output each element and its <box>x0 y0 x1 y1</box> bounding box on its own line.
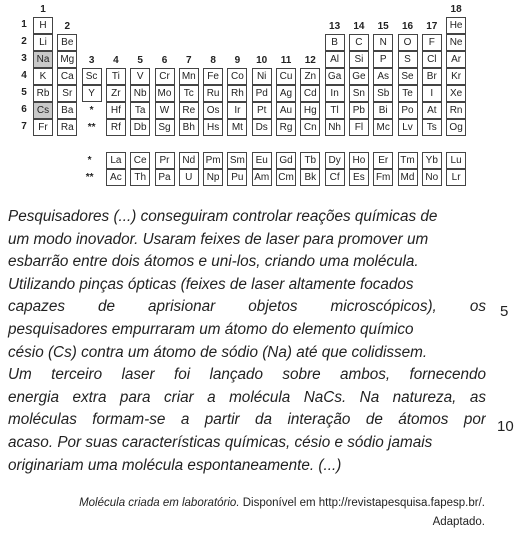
element-cell-pu: Pu <box>227 169 247 186</box>
element-cell-tl: Tl <box>325 102 345 119</box>
element-cell-cn: Cn <box>300 119 320 136</box>
element-cell-ru: Ru <box>203 85 223 102</box>
passage-line: moléculas formam-se a partir da interação de átomos por <box>8 411 486 429</box>
element-cell-sb: Sb <box>373 85 393 102</box>
element-cell-bi: Bi <box>373 102 393 119</box>
element-cell-rh: Rh <box>227 85 247 102</box>
element-cell-re: Re <box>179 102 199 119</box>
period-number: 5 <box>21 87 27 98</box>
element-cell-zn: Zn <box>300 68 320 85</box>
element-cell-ni: Ni <box>252 68 272 85</box>
element-cell-cr: Cr <box>155 68 175 85</box>
element-cell-os: Os <box>203 102 223 119</box>
element-cell-v: V <box>130 68 150 85</box>
element-cell-ti: Ti <box>106 68 126 85</box>
element-cell-kr: Kr <box>446 68 466 85</box>
element-cell-co: Co <box>227 68 247 85</box>
group-number: 6 <box>161 55 168 66</box>
element-cell-nh: Nh <box>325 119 345 136</box>
element-cell-am: Am <box>252 169 272 186</box>
element-cell-ta: Ta <box>130 102 150 119</box>
element-cell-fr: Fr <box>33 119 53 136</box>
element-cell-h: H <box>33 17 53 34</box>
element-cell-ag: Ag <box>276 85 296 102</box>
group-number: 16 <box>401 21 414 32</box>
element-cell-md: Md <box>398 169 418 186</box>
line-number-10: 10 <box>497 418 514 435</box>
group-number: 7 <box>186 55 192 66</box>
element-cell-au: Au <box>276 102 296 119</box>
element-cell-se: Se <box>398 68 418 85</box>
element-cell-li: Li <box>33 34 53 51</box>
group-number: 5 <box>137 55 143 66</box>
passage-line: capazes de aprisionar objetos microscópicos), os <box>8 298 486 316</box>
element-cell-ge: Ge <box>349 68 369 85</box>
element-cell-og: Og <box>446 119 466 136</box>
series-marker: ** <box>87 122 96 133</box>
element-cell-sc: Sc <box>82 68 102 85</box>
element-cell-rf: Rf <box>106 119 126 136</box>
passage-line: esbarrão entre dois átomos e uni-los, criando uma molécula. <box>8 253 419 271</box>
passage-line: Utilizando pinças ópticas (feixes de laser altamente focados <box>8 275 414 293</box>
element-cell-mt: Mt <box>227 119 247 136</box>
element-cell-fe: Fe <box>203 68 223 85</box>
text-passage <box>8 206 486 477</box>
element-cell-ne: Ne <box>446 34 466 51</box>
passage-line: acaso. Por suas características químicas, césio e sódio jamais <box>8 433 433 451</box>
element-cell-ga: Ga <box>325 68 345 85</box>
element-cell-ca: Ca <box>57 68 77 85</box>
element-cell-in: In <box>325 85 345 102</box>
group-number: 13 <box>329 21 341 32</box>
element-cell-te: Te <box>398 85 418 102</box>
group-number: 8 <box>210 55 216 66</box>
group-number: 18 <box>450 4 462 15</box>
element-cell-nb: Nb <box>130 85 150 102</box>
element-cell-lr: Lr <box>446 169 466 186</box>
element-cell-na: Na <box>33 51 53 68</box>
passage-line: césio (Cs) contra um átomo de sódio (Na) até que colidissem. <box>8 343 428 361</box>
element-cell-np: Np <box>203 169 223 186</box>
group-number: 11 <box>280 55 292 66</box>
element-cell-cs: Cs <box>33 102 53 119</box>
element-cell-pd: Pd <box>252 85 272 102</box>
element-cell-p: P <box>373 51 393 68</box>
source-title: Molécula criada em laboratório. <box>79 497 240 509</box>
element-cell-b: B <box>325 34 345 51</box>
element-cell-he: He <box>446 17 466 34</box>
element-cell-es: Es <box>349 169 369 186</box>
element-cell-po: Po <box>398 102 418 119</box>
group-number: 4 <box>113 55 119 66</box>
element-cell-rn: Rn <box>446 102 466 119</box>
element-cell-gd: Gd <box>276 152 296 169</box>
element-cell-lu: Lu <box>446 152 466 169</box>
element-cell-y: Y <box>82 85 102 102</box>
element-cell-fm: Fm <box>373 169 393 186</box>
source-adapted: Adaptado. <box>432 516 485 528</box>
element-cell-hg: Hg <box>300 102 320 119</box>
element-cell-as: As <box>373 68 393 85</box>
passage-line: energia extra para criar a molécula NaCs. Na natureza, as <box>8 388 486 406</box>
element-cell-bk: Bk <box>300 169 320 186</box>
element-cell-xe: Xe <box>446 85 466 102</box>
period-number: 4 <box>21 70 27 81</box>
group-number: 9 <box>234 55 241 66</box>
element-cell-hs: Hs <box>203 119 223 136</box>
element-cell-cu: Cu <box>276 68 296 85</box>
element-cell-la: La <box>106 152 126 169</box>
element-cell-ts: Ts <box>422 119 442 136</box>
group-number: 12 <box>304 55 316 66</box>
element-cell-s: S <box>398 51 418 68</box>
period-number: 3 <box>21 53 27 64</box>
element-cell-ar: Ar <box>446 51 466 68</box>
element-cell-no: No <box>422 169 442 186</box>
element-cell-ra: Ra <box>57 119 77 136</box>
element-cell-c: C <box>349 34 369 51</box>
group-number: 17 <box>426 21 438 32</box>
element-cell-ho: Ho <box>349 152 369 169</box>
element-cell-cf: Cf <box>325 169 345 186</box>
element-cell-sm: Sm <box>227 152 247 169</box>
element-cell-br: Br <box>422 68 442 85</box>
element-cell-hf: Hf <box>106 102 126 119</box>
element-cell-ac: Ac <box>106 169 126 186</box>
element-cell-tb: Tb <box>300 152 320 169</box>
passage-line: Um terceiro laser foi lançado sobre ambos, fornecendo <box>8 366 486 384</box>
element-cell-w: W <box>155 102 175 119</box>
element-cell-mn: Mn <box>179 68 199 85</box>
element-cell-pb: Pb <box>349 102 369 119</box>
element-cell-tm: Tm <box>398 152 418 169</box>
period-number: 6 <box>21 104 27 115</box>
group-number: 14 <box>353 21 365 32</box>
period-number: 1 <box>21 19 27 30</box>
period-number: 7 <box>21 121 27 132</box>
element-cell-sr: Sr <box>57 85 77 102</box>
series-marker: ** <box>85 172 94 183</box>
element-cell-er: Er <box>373 152 393 169</box>
element-cell-nd: Nd <box>179 152 199 169</box>
element-cell-pt: Pt <box>252 102 272 119</box>
element-cell-pa: Pa <box>155 169 175 186</box>
element-cell-i: I <box>422 85 442 102</box>
element-cell-mg: Mg <box>57 51 77 68</box>
element-cell-rg: Rg <box>276 119 296 136</box>
series-marker: * <box>89 105 94 116</box>
element-cell-bh: Bh <box>179 119 199 136</box>
element-cell-n: N <box>373 34 393 51</box>
element-cell-at: At <box>422 102 442 119</box>
element-cell-rb: Rb <box>33 85 53 102</box>
element-cell-lv: Lv <box>398 119 418 136</box>
element-cell-cm: Cm <box>276 169 296 186</box>
element-cell-o: O <box>398 34 418 51</box>
element-cell-sg: Sg <box>155 119 175 136</box>
group-number: 1 <box>40 4 46 15</box>
element-cell-mo: Mo <box>155 85 175 102</box>
element-cell-u: U <box>179 169 199 186</box>
element-cell-th: Th <box>130 169 150 186</box>
passage-line: pesquisadores empurraram um átomo do elemento químico <box>8 320 414 338</box>
group-number: 3 <box>88 55 95 66</box>
element-cell-cd: Cd <box>300 85 320 102</box>
element-cell-eu: Eu <box>252 152 272 169</box>
passage-line: Pesquisadores (...) conseguiram controlar reações químicas de <box>8 208 438 225</box>
element-cell-db: Db <box>130 119 150 136</box>
source-text: Disponível em http://revistapesquisa.fapesp.br/. <box>239 497 485 509</box>
element-cell-mc: Mc <box>373 119 393 136</box>
element-cell-ds: Ds <box>252 119 272 136</box>
group-number: 10 <box>256 55 268 66</box>
period-number: 2 <box>21 36 27 47</box>
element-cell-zr: Zr <box>106 85 126 102</box>
element-cell-pm: Pm <box>203 152 223 169</box>
element-cell-fl: Fl <box>349 119 369 136</box>
element-cell-al: Al <box>325 51 345 68</box>
element-cell-cl: Cl <box>422 51 442 68</box>
element-cell-pr: Pr <box>155 152 175 169</box>
element-cell-sn: Sn <box>349 85 369 102</box>
element-cell-k: K <box>33 68 53 85</box>
element-cell-be: Be <box>57 34 77 51</box>
passage-line: originariam uma molécula espontaneamente. (...) <box>8 456 342 474</box>
element-cell-dy: Dy <box>325 152 345 169</box>
element-cell-ce: Ce <box>130 152 150 169</box>
series-marker: * <box>87 155 92 166</box>
element-cell-ba: Ba <box>57 102 77 119</box>
source-citation <box>79 494 485 532</box>
element-cell-tc: Tc <box>179 85 199 102</box>
passage-line: um modo inovador. Usaram feixes de laser para promover um <box>8 230 429 248</box>
element-cell-ir: Ir <box>227 102 247 119</box>
element-cell-si: Si <box>349 51 369 68</box>
group-number: 2 <box>64 21 71 32</box>
group-number: 15 <box>377 21 389 32</box>
element-cell-f: F <box>422 34 442 51</box>
element-cell-yb: Yb <box>422 152 442 169</box>
line-number-5: 5 <box>500 303 509 320</box>
